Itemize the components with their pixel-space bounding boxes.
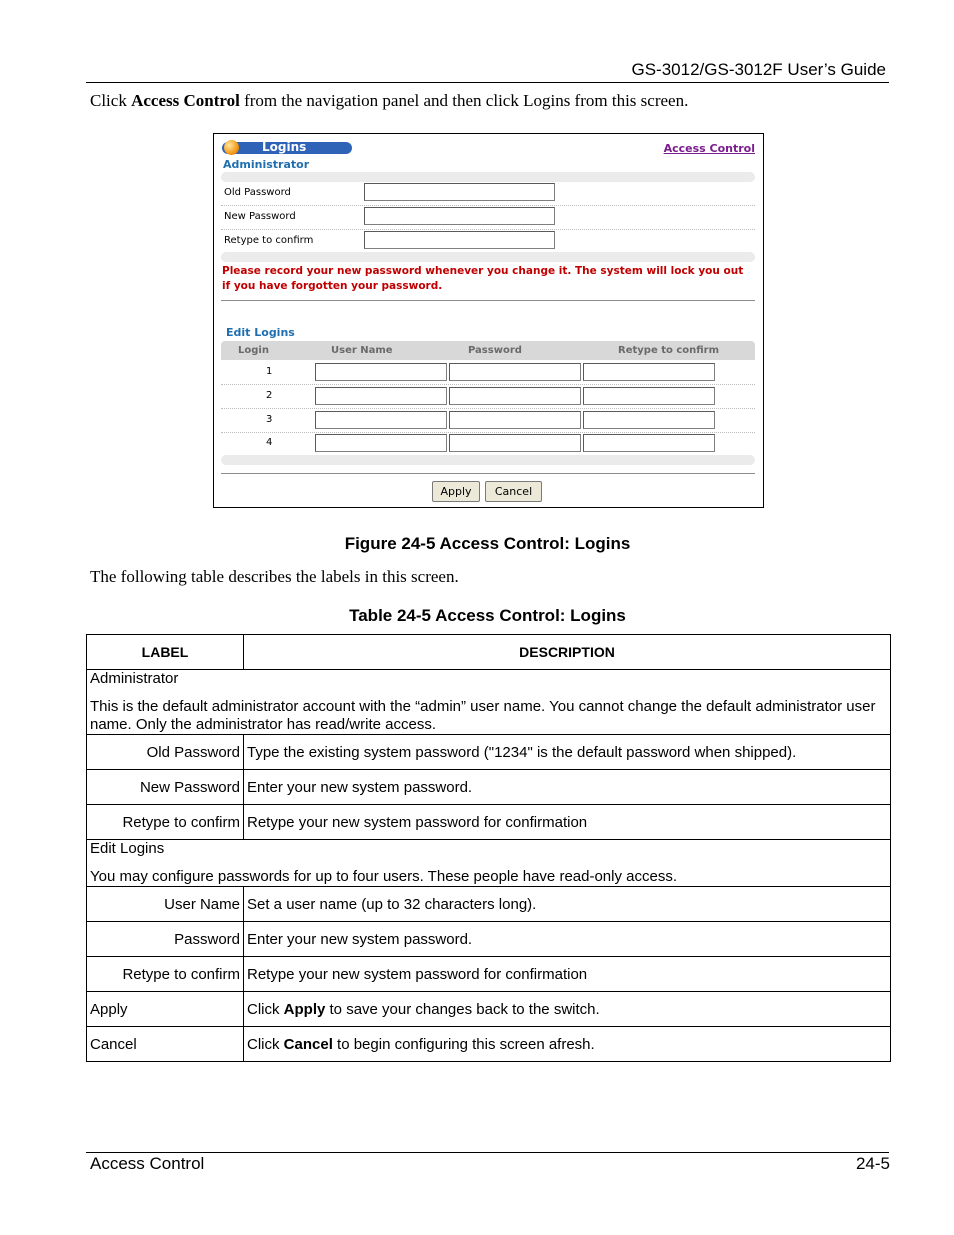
old-password-input[interactable] (364, 183, 555, 201)
login-number: 1 (266, 366, 273, 377)
cancel-button[interactable]: Cancel (485, 481, 542, 502)
password-input[interactable] (449, 434, 581, 452)
administrator-section-title: Administrator (90, 670, 179, 687)
intro-paragraph (90, 91, 688, 111)
table-row (87, 770, 891, 805)
col-password: Password (468, 345, 522, 356)
password-warning: Please record your new password whenever you change it. The system will lock you out if you have forgotten your password. (222, 265, 744, 292)
login-number: 3 (266, 414, 273, 425)
row-label: Password (87, 922, 244, 957)
row-label: Cancel (87, 1027, 244, 1062)
row-label: Retype to confirm (87, 805, 244, 840)
apply-button[interactable]: Apply (432, 481, 480, 502)
login-row (221, 432, 755, 455)
retype-input[interactable] (583, 434, 715, 452)
password-input[interactable] (449, 411, 581, 429)
user-name-input[interactable] (315, 411, 447, 429)
orb-icon (224, 140, 239, 155)
new-password-label: New Password (224, 211, 296, 222)
cancel-desc-pre: Click (247, 1035, 284, 1053)
page-header: GS-3012/GS-3012F User’s Guide (631, 60, 886, 79)
row-description: Enter your new system password. (244, 770, 891, 805)
row-description: Retype your new system password for confirmation (244, 805, 891, 840)
page-number: 24-5 (855, 1154, 890, 1173)
edit-logins-section-text: You may configure passwords for up to four users. These people have read-only access. (90, 868, 677, 885)
intro-prefix: Click (90, 91, 132, 110)
footer-section: Access Control (90, 1154, 205, 1173)
administrator-section (87, 670, 891, 735)
login-number: 4 (266, 437, 273, 448)
table-caption: Table 24-5 Access Control: Logins (349, 606, 626, 625)
login-row (221, 409, 755, 433)
header-description: DESCRIPTION (244, 635, 891, 670)
row-label: New Password (87, 770, 244, 805)
row-label: Retype to confirm (87, 957, 244, 992)
password-input[interactable] (449, 387, 581, 405)
warning-separator (221, 300, 755, 301)
administrator-section-text: This is the default administrator account with the “admin” user name. You cannot change the default administrator user name. Only the administrator has read/write access. (90, 698, 876, 733)
retype-confirm-row (221, 230, 755, 253)
row-label: Old Password (87, 735, 244, 770)
table-row (87, 992, 891, 1027)
retype-confirm-label: Retype to confirm (224, 235, 314, 246)
table-row (87, 887, 891, 922)
edit-logins-header (221, 341, 755, 360)
header-rule (86, 82, 889, 83)
row-label: User Name (87, 887, 244, 922)
footer-rule (86, 1152, 889, 1153)
table-header-row (87, 635, 891, 670)
intro-suffix: from the navigation panel and then click Logins from this screen. (239, 91, 689, 110)
col-retype: Retype to confirm (618, 345, 720, 356)
admin-band-top (221, 172, 755, 182)
table-row (87, 922, 891, 957)
button-separator (221, 473, 755, 474)
logins-screenshot (213, 133, 764, 508)
edit-logins-section-title: Edit Logins (90, 840, 165, 857)
table-row (87, 957, 891, 992)
row-description (244, 1027, 891, 1062)
retype-input[interactable] (583, 411, 715, 429)
table-row (87, 735, 891, 770)
apply-desc-post: to save your changes back to the switch. (325, 1000, 600, 1018)
old-password-row (221, 182, 755, 206)
administrator-section-row (87, 670, 891, 735)
header-label: LABEL (87, 635, 244, 670)
intro-bold: Access Control (131, 91, 240, 110)
following-text: The following table describes the labels in this screen. (90, 567, 459, 586)
col-user-name: User Name (331, 345, 393, 356)
row-label: Apply (87, 992, 244, 1027)
logins-tab-label: Logins (262, 140, 307, 154)
user-name-input[interactable] (315, 387, 447, 405)
user-name-input[interactable] (315, 434, 447, 452)
administrator-title: Administrator (223, 158, 310, 171)
row-description: Retype your new system password for confirmation (244, 957, 891, 992)
retype-input[interactable] (583, 363, 715, 381)
table-row (87, 1027, 891, 1062)
apply-desc-bold: Apply (283, 1000, 326, 1018)
admin-band-bottom (221, 252, 755, 262)
cancel-desc-bold: Cancel (283, 1035, 333, 1053)
user-name-input[interactable] (315, 363, 447, 381)
edit-logins-section-row (87, 840, 891, 887)
edit-logins-title: Edit Logins (226, 326, 295, 339)
login-row (221, 385, 755, 409)
login-number: 2 (266, 390, 273, 401)
cancel-desc-post: to begin configuring this screen afresh. (332, 1035, 595, 1053)
login-row (221, 361, 755, 385)
retype-confirm-input[interactable] (364, 231, 555, 249)
row-description (244, 992, 891, 1027)
old-password-label: Old Password (224, 187, 291, 198)
apply-desc-pre: Click (247, 1000, 284, 1018)
row-description: Type the existing system password ("1234" is the default password when shipped). (244, 735, 891, 770)
access-control-link[interactable]: Access Control (663, 142, 755, 155)
edit-band-bottom (221, 455, 755, 465)
edit-logins-section (87, 840, 891, 887)
row-description: Set a user name (up to 32 characters long). (244, 887, 891, 922)
new-password-row (221, 206, 755, 230)
row-description: Enter your new system password. (244, 922, 891, 957)
description-table (86, 634, 891, 1062)
table-row (87, 805, 891, 840)
logins-tab[interactable] (222, 142, 352, 154)
new-password-input[interactable] (364, 207, 555, 225)
col-login: Login (238, 345, 269, 356)
password-input[interactable] (449, 363, 581, 381)
retype-input[interactable] (583, 387, 715, 405)
figure-caption: Figure 24-5 Access Control: Logins (344, 534, 631, 553)
